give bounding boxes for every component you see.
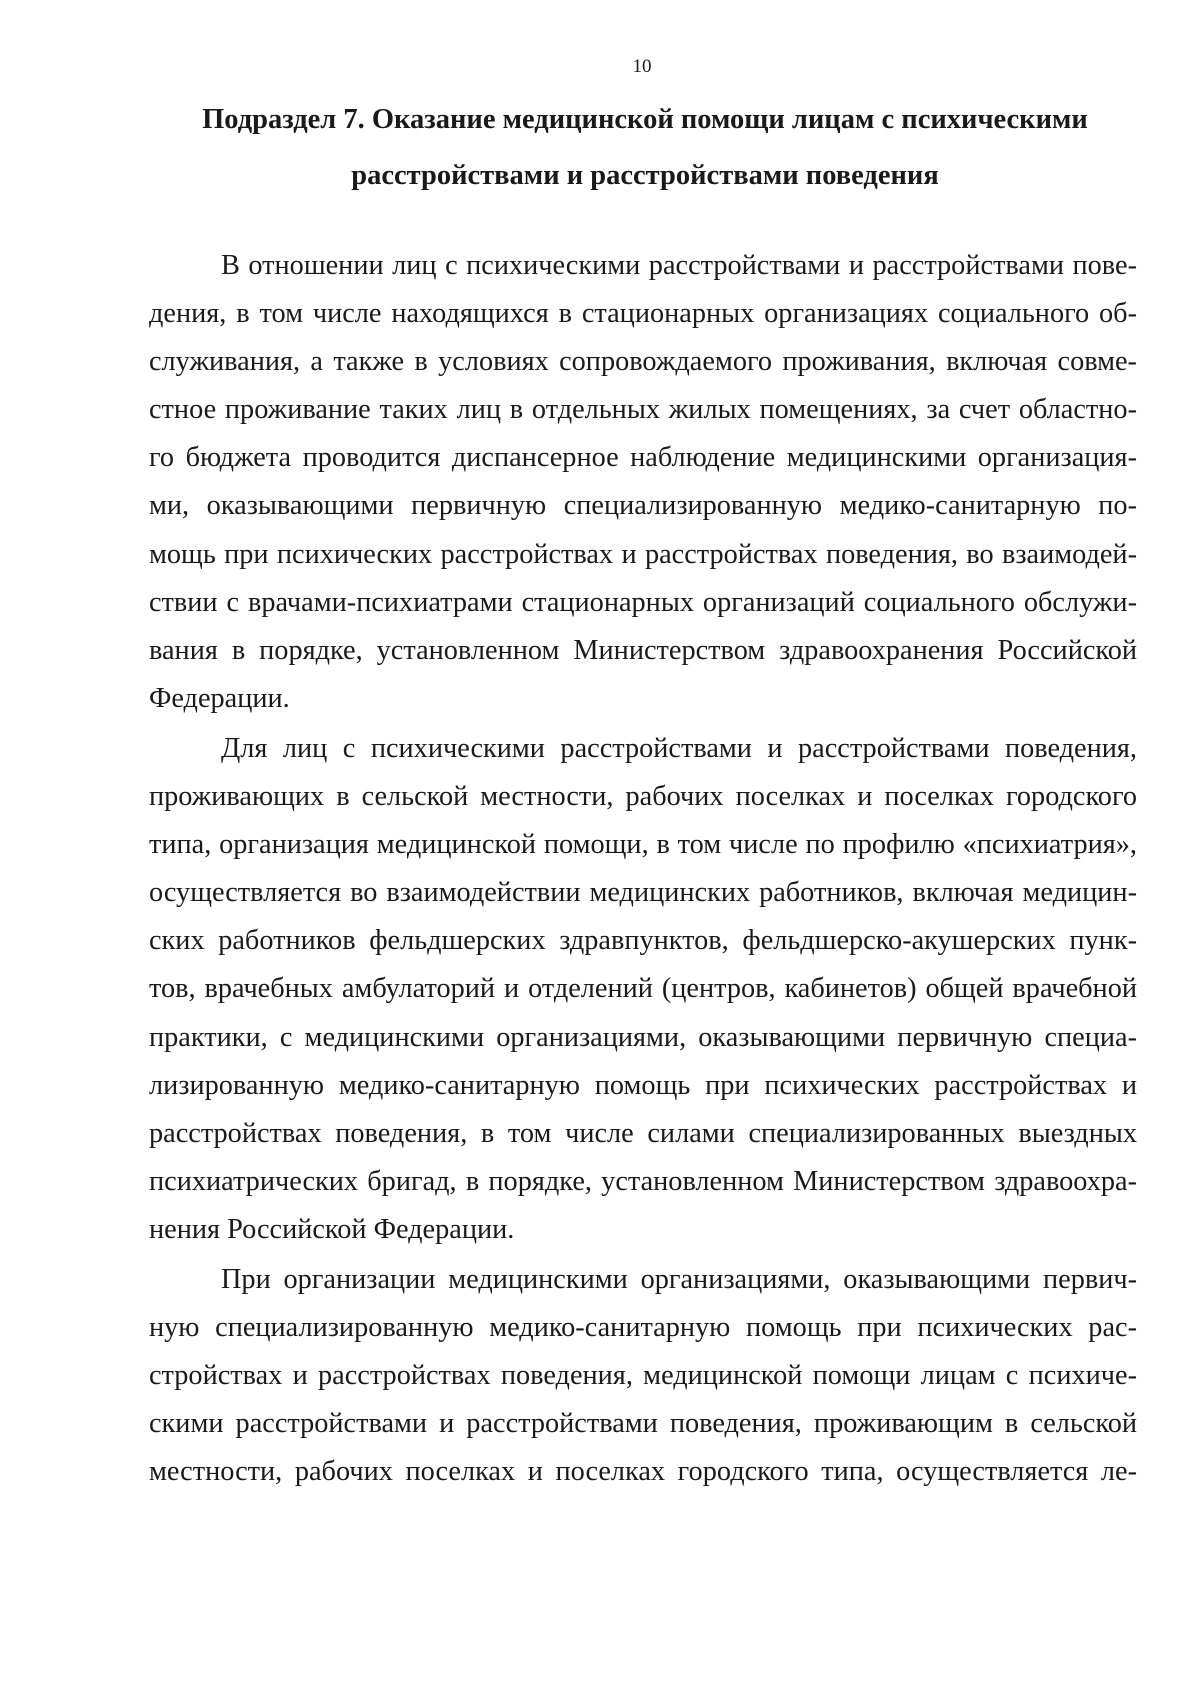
text-line: го бюджета проводится диспансерное наблюдение медицинскими организация- (149, 442, 1137, 474)
text-line: лизированную медико-санитарную помощь при психических расстройствах и (149, 1069, 1137, 1101)
text-line: осуществляется во взаимодействии медицинских работников, включая медицин- (149, 877, 1137, 909)
text-line: В отношении лиц с психическими расстройствами и расстройствами пове- (221, 250, 1137, 281)
text-line: тов, врачебных амбулаторий и отделений (центров, кабинетов) общей врачебной (149, 973, 1137, 1005)
text-line: Федерации. (149, 682, 290, 714)
text-line: скими расстройствами и расстройствами поведения, проживающим в сельской (149, 1408, 1137, 1440)
text-line: Для лиц с психическими расстройствами и расстройствами поведения, (221, 732, 1137, 764)
text-line: стройствах и расстройствах поведения, медицинской помощи лицам с психиче- (149, 1360, 1137, 1392)
text-line: вания в порядке, установленном Министерством здравоохранения Российской (149, 634, 1137, 666)
text-line: практики, с медицинскими организациями, оказывающими первичную специа- (149, 1021, 1137, 1053)
text-line: ских работников фельдшерских здравпунктов, фельдшерско-акушерских пунк- (149, 925, 1137, 957)
text-line: ную специализированную медико-санитарную помощь при психических рас- (149, 1312, 1137, 1344)
text-line: типа, организация медицинской помощи, в том числе по профилю «психиатрия», (149, 829, 1137, 861)
paragraph-2 (149, 725, 1137, 1254)
text-line: ми, оказывающими первичную специализированную медико-санитарную по- (149, 490, 1137, 522)
text-line: психиатрических бригад, в порядке, установленном Министерством здравоохра- (149, 1165, 1137, 1197)
text-line: стное проживание таких лиц в отдельных жилых помещениях, за счет областно- (149, 394, 1137, 426)
text-line: мощь при психических расстройствах и расстройствах поведения, во взаимодей- (149, 538, 1137, 570)
heading-line: расстройствами и расстройствами поведения (351, 160, 939, 191)
heading-line: Подраздел 7. Оказание медицинской помощи лицам с психическими (202, 104, 1088, 135)
paragraph-3 (149, 1256, 1137, 1496)
text-line: дения, в том числе находящихся в стационарных организациях социального об- (149, 298, 1137, 330)
text-line: проживающих в сельской местности, рабочих поселках и поселках городского (149, 781, 1137, 813)
text-line: ствии с врачами-психиатрами стационарных организаций социального обслужи- (149, 586, 1137, 618)
text-line: местности, рабочих поселках и поселках городского типа, осуществляется ле- (149, 1456, 1137, 1488)
text-line: служивания, а также в условиях сопровождаемого проживания, включая совме- (149, 346, 1137, 378)
text-line: нения Российской Федерации. (149, 1213, 515, 1245)
paragraph-1 (149, 242, 1137, 723)
page-number: 10 (632, 56, 652, 77)
text-line: расстройствах поведения, в том числе силами специализированных выездных (149, 1117, 1137, 1149)
text-line: При организации медицинскими организациями, оказывающими первич- (221, 1263, 1137, 1295)
body-text (149, 242, 1137, 1496)
section-heading (150, 92, 1140, 204)
